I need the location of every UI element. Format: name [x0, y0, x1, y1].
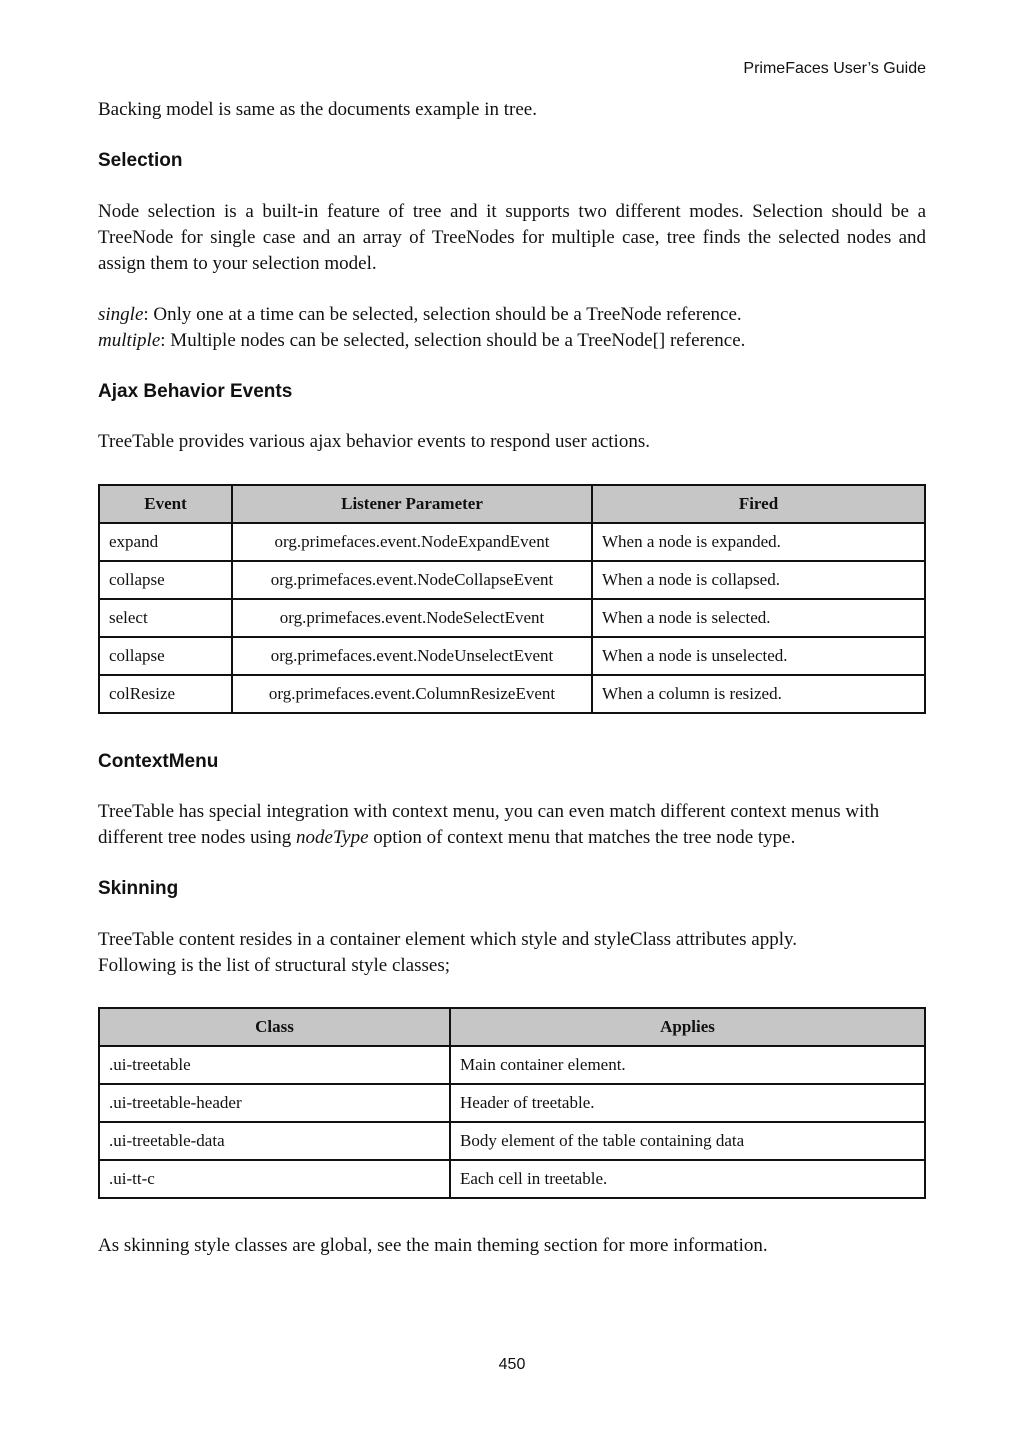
- event-cell: expand: [99, 523, 232, 561]
- ajax-heading: Ajax Behavior Events: [98, 381, 293, 402]
- single-term: single: [98, 304, 144, 325]
- closing-paragraph: As skinning style classes are global, see the main theming section for more information.: [98, 1235, 768, 1256]
- running-header: PrimeFaces User’s Guide: [743, 60, 926, 77]
- table-header-row: [99, 1008, 925, 1046]
- fired-cell: When a node is unselected.: [592, 637, 925, 675]
- event-cell: select: [99, 599, 232, 637]
- class-cell: .ui-treetable-data: [99, 1122, 450, 1160]
- multiple-term: multiple: [98, 330, 161, 351]
- applies-cell: Each cell in treetable.: [450, 1160, 925, 1198]
- class-cell: .ui-tt-c: [99, 1160, 450, 1198]
- column-header-applies: Applies: [450, 1008, 925, 1046]
- listener-cell: org.primefaces.event.ColumnResizeEvent: [232, 675, 592, 713]
- listener-cell: org.primefaces.event.NodeCollapseEvent: [232, 561, 592, 599]
- fired-cell: When a node is expanded.: [592, 523, 925, 561]
- column-header-event: Event: [99, 485, 232, 523]
- table-row: [99, 637, 925, 675]
- event-cell: collapse: [99, 637, 232, 675]
- table-row: [99, 1122, 925, 1160]
- event-cell: collapse: [99, 561, 232, 599]
- listener-cell: org.primefaces.event.NodeExpandEvent: [232, 523, 592, 561]
- listener-cell: org.primefaces.event.NodeUnselectEvent: [232, 637, 592, 675]
- class-cell: .ui-treetable: [99, 1046, 450, 1084]
- skinning-heading: Skinning: [98, 878, 179, 899]
- table-row: [99, 599, 925, 637]
- contextmenu-paragraph: [98, 799, 926, 851]
- class-cell: .ui-treetable-header: [99, 1084, 450, 1122]
- skinning-paragraph: TreeTable content resides in a container element which style and styleClass attributes apply. Following is the list of structural style classes;: [98, 929, 798, 976]
- event-cell: colResize: [99, 675, 232, 713]
- selection-paragraph: Node selection is a built-in feature of tree and it supports two different modes. Selection should be a TreeNode for single case and an array of TreeNodes for multiple case, tree finds the selected nodes and assign them to your selection model.: [98, 201, 926, 274]
- applies-cell: Main container element.: [450, 1046, 925, 1084]
- multiple-desc: : Multiple nodes can be selected, selection should be a TreeNode[] reference.: [160, 330, 746, 351]
- multiple-mode-line: [98, 328, 926, 354]
- fired-cell: When a node is collapsed.: [592, 561, 925, 599]
- fired-cell: When a node is selected.: [592, 599, 925, 637]
- page-number: 450: [498, 1356, 526, 1373]
- table-header-row: [99, 485, 925, 523]
- contextmenu-heading: ContextMenu: [98, 751, 219, 772]
- applies-cell: Header of treetable.: [450, 1084, 925, 1122]
- nodetype-term: nodeType: [296, 827, 369, 848]
- applies-cell: Body element of the table containing data: [450, 1122, 925, 1160]
- ajax-events-table: [98, 484, 926, 714]
- single-desc: : Only one at a time can be selected, selection should be a TreeNode reference.: [143, 304, 742, 325]
- selection-heading: Selection: [98, 150, 183, 171]
- listener-cell: org.primefaces.event.NodeSelectEvent: [232, 599, 592, 637]
- column-header-fired: Fired: [592, 485, 925, 523]
- column-header-class: Class: [99, 1008, 450, 1046]
- fired-cell: When a column is resized.: [592, 675, 925, 713]
- table-row: [99, 675, 925, 713]
- contextmenu-text-before: TreeTable has special integration with context menu, you can even match different context menus with different tree nodes using: [98, 801, 880, 848]
- contextmenu-text-after: option of context menu that matches the tree node type.: [368, 827, 796, 848]
- ajax-paragraph: TreeTable provides various ajax behavior events to respond user actions.: [98, 431, 650, 452]
- intro-paragraph: Backing model is same as the documents example in tree.: [98, 99, 537, 120]
- table-row: [99, 561, 925, 599]
- single-mode-line: [98, 302, 926, 328]
- table-row: [99, 1046, 925, 1084]
- table-row: [99, 523, 925, 561]
- column-header-listener: Listener Parameter: [232, 485, 592, 523]
- table-row: [99, 1084, 925, 1122]
- style-classes-table: [98, 1007, 926, 1199]
- table-row: [99, 1160, 925, 1198]
